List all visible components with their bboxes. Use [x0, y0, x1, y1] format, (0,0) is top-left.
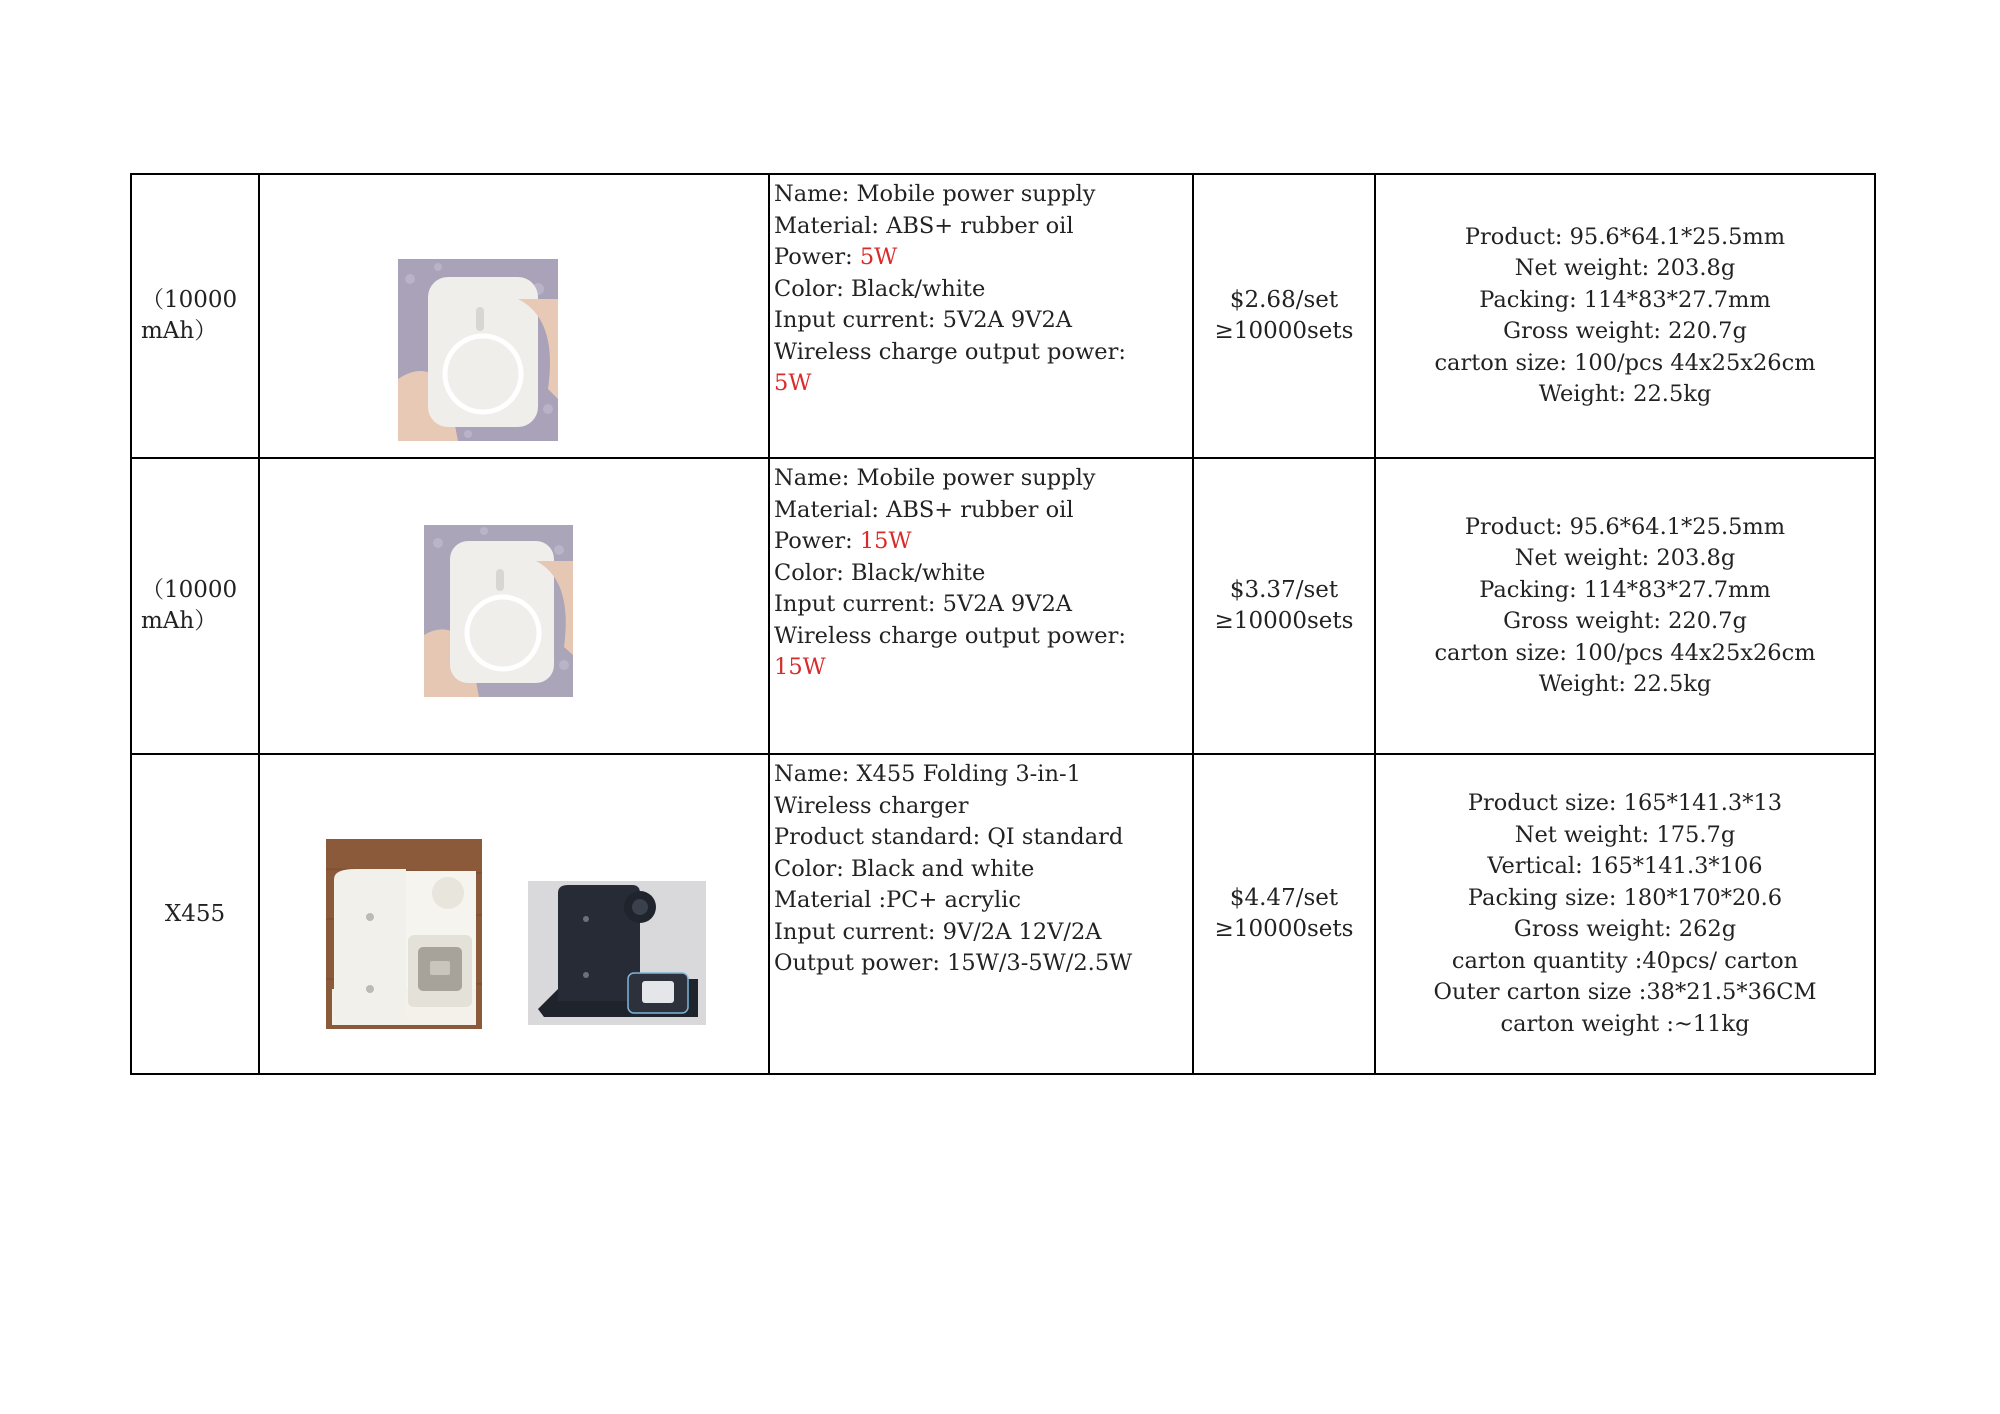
unit-price: $3.37/set — [1229, 576, 1339, 603]
price-cell — [1193, 458, 1375, 754]
image-cell — [259, 174, 769, 458]
spec-line: Input current: 9V/2A 12V/2A — [774, 918, 1102, 945]
model-label: X455 — [164, 900, 226, 927]
table-row — [131, 754, 1875, 1074]
packing-line: Outer carton size :38*21.5*36CM — [1433, 979, 1817, 1005]
spec-wireless-label: Wireless charge output power: — [774, 622, 1126, 649]
spec-wireless-label: Wireless charge output power: — [774, 338, 1126, 365]
packing-line: Net weight: 175.7g — [1514, 821, 1736, 848]
table-row — [131, 174, 1875, 458]
price-cell — [1193, 174, 1375, 458]
packing-line: carton size: 100/pcs 44x25x26cm — [1434, 349, 1816, 376]
spec-cell — [769, 458, 1193, 754]
table-row — [131, 458, 1875, 754]
packing-line: Packing: 114*83*27.7mm — [1479, 286, 1771, 313]
packing-line: Product size: 165*141.3*13 — [1467, 790, 1783, 816]
packing-line: Packing: 114*83*27.7mm — [1479, 576, 1771, 603]
packing-line: Vertical: 165*141.3*106 — [1487, 853, 1763, 879]
spec-power-label: Power: — [774, 528, 860, 554]
packing-line: Gross weight: 262g — [1513, 916, 1737, 942]
spec-line: Color: Black and white — [774, 855, 1035, 882]
white-charger-photo — [326, 839, 482, 1029]
power-bank-photo — [424, 525, 573, 697]
spec-color: Color: Black/white — [774, 275, 986, 302]
model-label: （10000mAh） — [141, 287, 238, 344]
min-order: ≥10000sets — [1214, 916, 1354, 942]
packing-line: Weight: 22.5kg — [1538, 671, 1712, 697]
spec-power-label: Power: — [774, 244, 860, 270]
price-cell — [1193, 754, 1375, 1074]
packing-line: Product: 95.6*64.1*25.5mm — [1464, 223, 1786, 250]
spec-wireless-value: 15W — [774, 654, 826, 680]
packing-line: Product: 95.6*64.1*25.5mm — [1464, 513, 1786, 540]
packing-line: Packing size: 180*170*20.6 — [1467, 884, 1783, 911]
spec-color: Color: Black/white — [774, 559, 986, 586]
spec-material: Material: ABS+ rubber oil — [774, 496, 1074, 523]
spec-line: Wireless charger — [774, 792, 969, 819]
spec-line: Name: X455 Folding 3-in-1 — [774, 761, 1081, 787]
spec-wireless-value: 5W — [774, 370, 812, 396]
model-cell — [131, 754, 259, 1074]
image-cell — [259, 458, 769, 754]
spec-power — [774, 526, 1192, 558]
spec-cell — [769, 174, 1193, 458]
packing-cell — [1375, 754, 1875, 1074]
spec-line: Output power: 15W/3-5W/2.5W — [774, 950, 1133, 976]
min-order: ≥10000sets — [1214, 318, 1354, 344]
packing-line: carton size: 100/pcs 44x25x26cm — [1434, 639, 1816, 666]
spec-input: Input current: 5V2A 9V2A — [774, 307, 1073, 333]
spec-power-value: 5W — [859, 244, 898, 270]
packing-line: Net weight: 203.8g — [1514, 255, 1736, 281]
packing-line: Net weight: 203.8g — [1514, 545, 1736, 571]
min-order: ≥10000sets — [1214, 608, 1354, 634]
spec-line: Material :PC+ acrylic — [774, 887, 1021, 913]
black-charger-photo — [528, 881, 706, 1025]
packing-line: Gross weight: 220.7g — [1503, 318, 1747, 344]
spec-input: Input current: 5V2A 9V2A — [774, 591, 1073, 617]
packing-cell — [1375, 458, 1875, 754]
spec-cell — [769, 754, 1193, 1074]
product-table — [130, 173, 1876, 1075]
packing-line: carton quantity :40pcs/ carton — [1451, 947, 1799, 974]
unit-price: $2.68/set — [1229, 286, 1339, 313]
model-cell — [131, 174, 259, 458]
packing-line: Weight: 22.5kg — [1538, 381, 1712, 407]
unit-price: $4.47/set — [1229, 884, 1339, 911]
spec-name: Name: Mobile power supply — [774, 181, 1096, 207]
spec-power — [774, 242, 1192, 274]
packing-line: Gross weight: 220.7g — [1503, 608, 1747, 634]
model-cell — [131, 458, 259, 754]
packing-line: carton weight :~11kg — [1500, 1010, 1750, 1037]
spec-material: Material: ABS+ rubber oil — [774, 212, 1074, 239]
image-cell — [259, 754, 769, 1074]
model-label: （10000mAh） — [141, 577, 238, 634]
power-bank-photo — [398, 259, 558, 441]
spec-line: Product standard: QI standard — [774, 824, 1124, 850]
packing-cell — [1375, 174, 1875, 458]
spec-power-value: 15W — [859, 528, 912, 554]
spec-name: Name: Mobile power supply — [774, 465, 1096, 491]
